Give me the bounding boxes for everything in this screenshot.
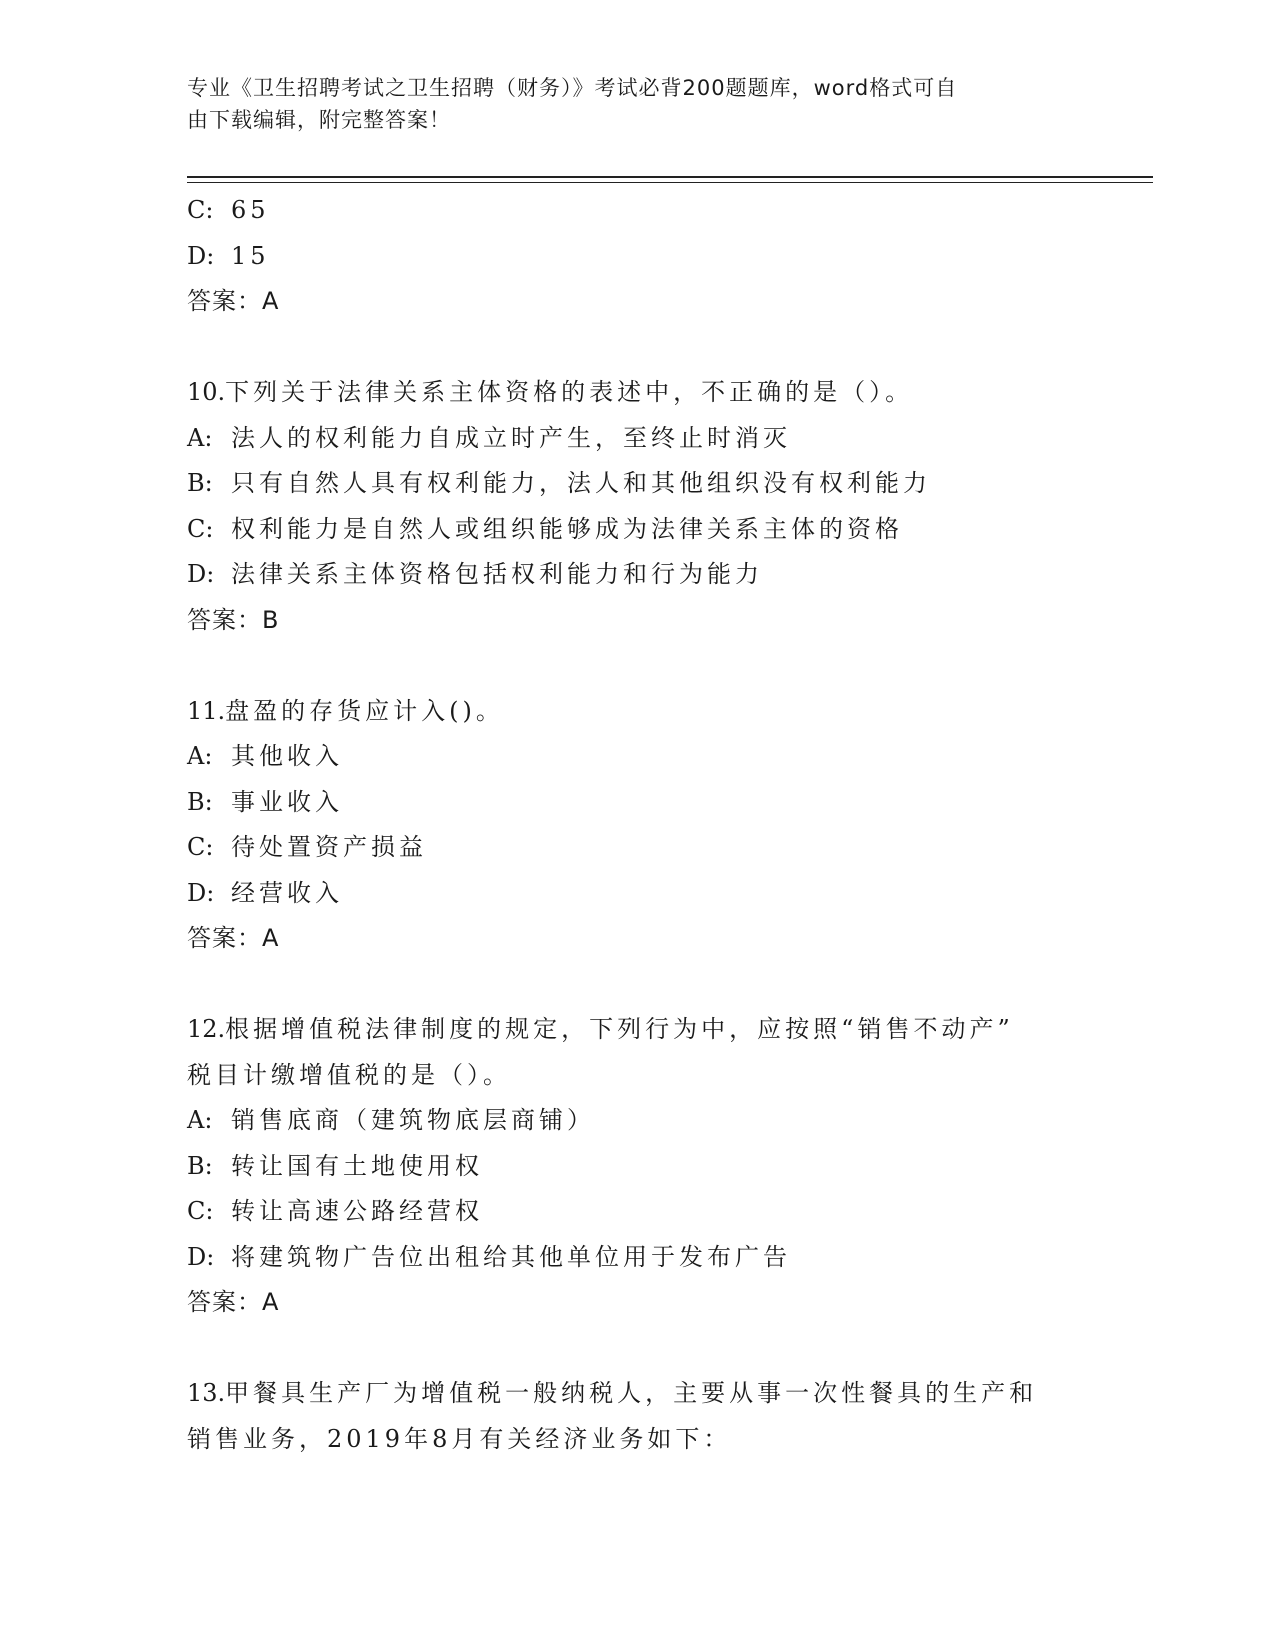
option-b (187, 780, 1087, 826)
stem-line: 盘盈的存货应计入()。 (225, 696, 504, 725)
option-key: D: (187, 1242, 215, 1271)
question-stem (187, 370, 1087, 416)
stem-line: 下列关于法律关系主体资格的表述中，不正确的是（）。 (225, 378, 914, 406)
question-10 (187, 370, 1087, 643)
option-text: 事业收入 (231, 787, 343, 816)
option-key: D: (187, 560, 215, 588)
option-b (187, 1144, 1087, 1190)
option-text: 转让高速公路经营权 (231, 1197, 483, 1225)
question-number: 12. (187, 1015, 226, 1043)
option-key: C: (187, 514, 214, 543)
option-key: C: (187, 833, 214, 861)
option-text: 65 (231, 196, 270, 224)
question-13 (187, 1371, 1087, 1462)
option-key: D: (187, 878, 215, 907)
question-number: 13. (187, 1379, 226, 1407)
option-c (187, 1189, 1087, 1235)
option-key: B: (187, 1151, 213, 1180)
document-header (187, 72, 1067, 136)
option-text: 转让国有土地使用权 (231, 1151, 483, 1180)
option-key: B: (187, 469, 213, 497)
question-number: 10. (187, 378, 226, 406)
spacer (187, 643, 1087, 689)
option-key: A: (187, 742, 213, 770)
answer-line: 答案：A (187, 1288, 280, 1316)
option-text: 法律关系主体资格包括权利能力和行为能力 (231, 560, 763, 588)
option-d (187, 552, 1087, 598)
question-number: 11. (187, 696, 226, 725)
option-a (187, 416, 1087, 462)
question-stem (187, 1007, 1087, 1053)
option-text: 权利能力是自然人或组织能够成为法律关系主体的资格 (231, 514, 903, 543)
question-content (187, 188, 1087, 1462)
option-key: A: (187, 1106, 213, 1134)
option-d (187, 1235, 1087, 1281)
option-text: 经营收入 (231, 878, 343, 907)
spacer (187, 962, 1087, 1008)
option-c (187, 825, 1087, 871)
question-stem-continued: 销售业务，2019年8月有关经济业务如下： (187, 1424, 732, 1453)
spacer (187, 1326, 1087, 1372)
previous-question (187, 188, 1087, 325)
header-line-1: 专业《卫生招聘考试之卫生招聘（财务）》考试必背200题题库，word格式可自 (187, 76, 958, 100)
option-key: B: (187, 787, 213, 816)
option-c (187, 188, 1087, 234)
question-12 (187, 1007, 1087, 1326)
option-key: C: (187, 1197, 214, 1225)
question-stem-continued: 税目计缴增值税的是（）。 (187, 1060, 511, 1089)
option-d (187, 871, 1087, 917)
answer-line: 答案：A (187, 924, 280, 952)
header-divider-thin (187, 182, 1153, 183)
option-text: 只有自然人具有权利能力，法人和其他组织没有权利能力 (231, 469, 931, 497)
option-text: 法人的权利能力自成立时产生，至终止时消灭 (231, 423, 791, 452)
option-d (187, 234, 1087, 280)
stem-line: 根据增值税法律制度的规定，下列行为中，应按照“销售不动产” (225, 1015, 1014, 1043)
spacer (187, 325, 1087, 371)
question-11 (187, 689, 1087, 962)
question-stem (187, 1371, 1087, 1417)
option-key: D: (187, 241, 215, 270)
option-a (187, 1098, 1087, 1144)
stem-line: 甲餐具生产厂为增值税一般纳税人，主要从事一次性餐具的生产和 (225, 1379, 1038, 1407)
option-b (187, 461, 1087, 507)
option-key: A: (187, 423, 213, 452)
option-c (187, 507, 1087, 553)
answer-line: 答案：B (187, 605, 280, 634)
option-text: 其他收入 (231, 742, 343, 770)
question-stem (187, 689, 1087, 735)
option-key: C: (187, 196, 214, 224)
header-divider-thick (187, 176, 1153, 178)
option-a (187, 734, 1087, 780)
option-text: 销售底商（建筑物底层商铺） (231, 1106, 595, 1134)
header-line-2: 由下载编辑，附完整答案！ (187, 108, 451, 132)
answer-line: 答案：A (187, 287, 280, 315)
option-text: 15 (231, 241, 270, 270)
option-text: 待处置资产损益 (231, 833, 427, 861)
option-text: 将建筑物广告位出租给其他单位用于发布广告 (231, 1242, 791, 1271)
